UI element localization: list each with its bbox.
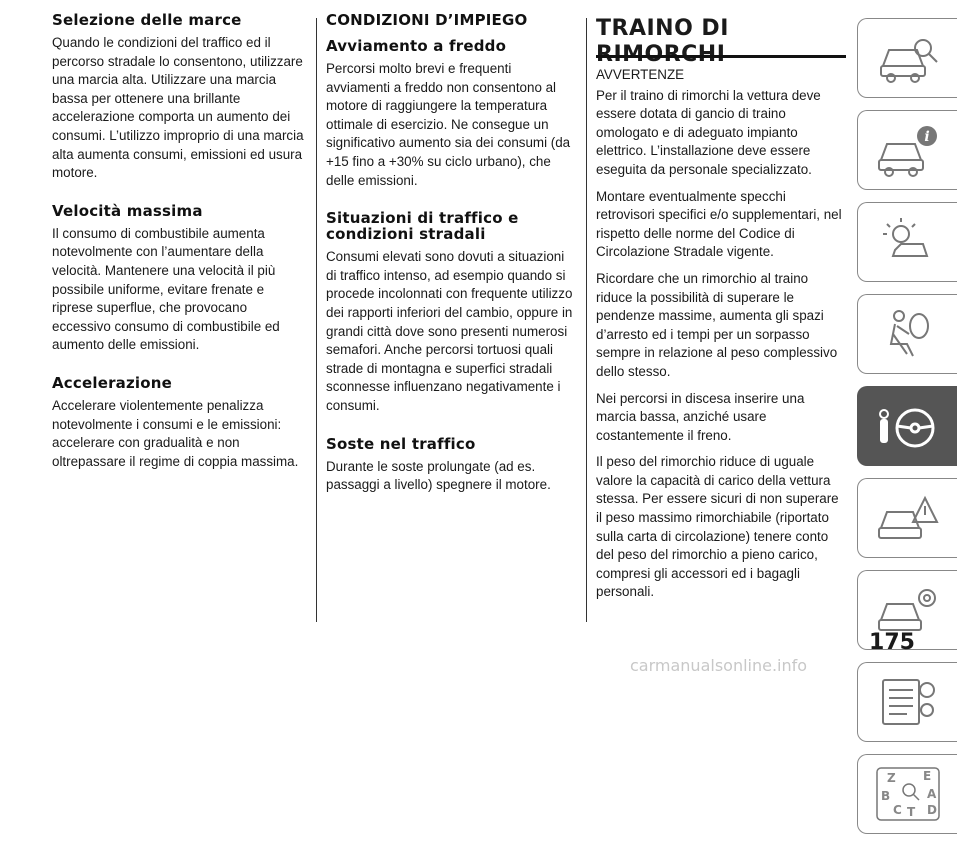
tab-dashboard-lights[interactable] xyxy=(857,202,957,282)
specs-list-icon xyxy=(873,672,943,732)
airbag-seat-icon xyxy=(873,304,943,364)
index-letter-d: D xyxy=(926,803,937,817)
index-letter-t: T xyxy=(906,805,915,819)
heading-acceleration: Accelerazione xyxy=(52,373,173,392)
tab-alphabet-index[interactable] xyxy=(857,754,957,834)
heading-max-speed: Velocità massima xyxy=(52,201,203,220)
warning-label: AVVERTENZE xyxy=(596,67,685,82)
column-1 xyxy=(52,12,308,479)
index-letter-b: B xyxy=(880,789,890,803)
column-2 xyxy=(326,12,578,503)
paragraph-traffic-stops: Durante le soste prolungate (ad es. passaggi a livello) spegnere il motore. xyxy=(326,458,551,493)
paragraph-max-speed: Il consumo di combustibile aumenta notevolmente con l’aumentare della velocità. Mantenere una velocità il più possibile uniforme, evitare frenate e riprese superflue, che provocano eccessivo consumo di combustibile ed aumento delle emissioni. xyxy=(52,225,280,353)
paragraph-acceleration: Accelerare violentemente penalizza notevolmente i consumi e le emissioni: accelerare con gradualità e non oltrepassare il regime di coppia massima. xyxy=(52,397,299,469)
column-divider-1 xyxy=(316,18,317,622)
chapter-tabs xyxy=(857,18,960,846)
dashboard-lights-icon xyxy=(873,212,943,272)
car-info-icon xyxy=(873,120,943,180)
paragraph-towing-4: Nei percorsi in discesa inserire una marcia bassa, anziché usare costantemente il freno. xyxy=(596,390,805,443)
car-warning-icon xyxy=(873,488,943,548)
heading-cold-start: Avviamento a freddo xyxy=(326,37,507,55)
index-letter-a: A xyxy=(926,787,936,801)
heading-traffic-stops: Soste nel traffico xyxy=(326,434,476,453)
paragraph-traffic-conditions: Consumi elevati sono dovuti a situazioni di traffico intenso, ad esempio quando si procede incolonnati con frequente utilizzo dei rapporti inferiori del cambio, oppure in grandi città dove sono presenti numerosi semafori. Anche percorsi tortuosi quali strade di montagna e superfici stradali sconnesse influenzano negativamente i consumi. xyxy=(326,249,573,413)
paragraph-cold-start: Percorsi molto brevi e frequenti avviamenti a freddo non consentono al motore di raggiungere la temperatura ottimale di esercizio. Ne consegue un significativo aumento sia dei consumi (da +15 fino a +30% su ciclo urbano), che delle emissioni. xyxy=(326,61,571,188)
svg-text:i: i xyxy=(923,129,930,145)
title-towing-line1: TRAINO DI xyxy=(596,16,729,41)
key-steering-wheel-icon xyxy=(873,396,943,456)
tab-specs-list[interactable] xyxy=(857,662,957,742)
watermark: carmanualsonline.info xyxy=(630,656,808,675)
tab-airbag-seat[interactable] xyxy=(857,294,957,374)
page-number: 175 xyxy=(869,630,915,655)
alphabet-index-icon xyxy=(873,764,943,824)
column-divider-2 xyxy=(586,18,587,622)
index-letter-z: Z xyxy=(886,771,896,785)
paragraph-towing-2: Montare eventualmente specchi retrovisori specifici e/o supplementari, nel rispetto delle norme del Codice di Circolazione Stradale vigente. xyxy=(596,188,842,260)
title-underline xyxy=(596,55,846,58)
column-3 xyxy=(596,66,846,610)
paragraph-towing-3: Ricordare che un rimorchio al traino riduce la possibilità di superare le pendenze massime, aumenta gli spazi d’arresto ed i tempi per un sorpasso sempre in relazione al peso complessivo dello stesso. xyxy=(596,270,838,379)
paragraph-towing-5: Il peso del rimorchio riduce di uguale valore la capacità di carico della vettura stessa. Per essere sicuri di non superare il peso massimo rimorchiabile (riportato sulla carta di circolazione) tenere conto del peso del rimorchio a pieno carico, compresi gli accessori ed i bagagli personali. xyxy=(596,454,839,600)
heading-traffic-conditions: Situazioni di traffico e condizioni stradali xyxy=(326,209,519,244)
tab-car-info[interactable] xyxy=(857,110,957,190)
paragraph-towing-1: Per il traino di rimorchi la vettura deve essere dotata di gancio di traino omologato e di adeguato impianto elettrico. L’installazione deve essere eseguita da personale specializzato. xyxy=(596,87,821,177)
paragraph-gear-selection: Quando le condizioni del traffico ed il percorso stradale lo consentono, utilizzare una marcia alta. Utilizzare una marcia bassa per ottenere una brillante accelerazione comporta un aumento dei consumi. L’utilizzo improprio di una marcia alta aumenta consumi, emissioni ed usura motore. xyxy=(52,35,304,181)
index-letter-c: C xyxy=(892,803,902,817)
car-search-icon xyxy=(873,28,943,88)
index-letter-e: E xyxy=(922,769,931,783)
tab-car-warning[interactable] xyxy=(857,478,957,558)
section-title-conditions: CONDIZIONI D’IMPIEGO xyxy=(326,11,528,29)
column-3-title xyxy=(596,14,846,66)
tab-car-search[interactable] xyxy=(857,18,957,98)
tab-starting-driving[interactable] xyxy=(857,386,957,466)
heading-gear-selection: Selezione delle marce xyxy=(52,11,242,29)
